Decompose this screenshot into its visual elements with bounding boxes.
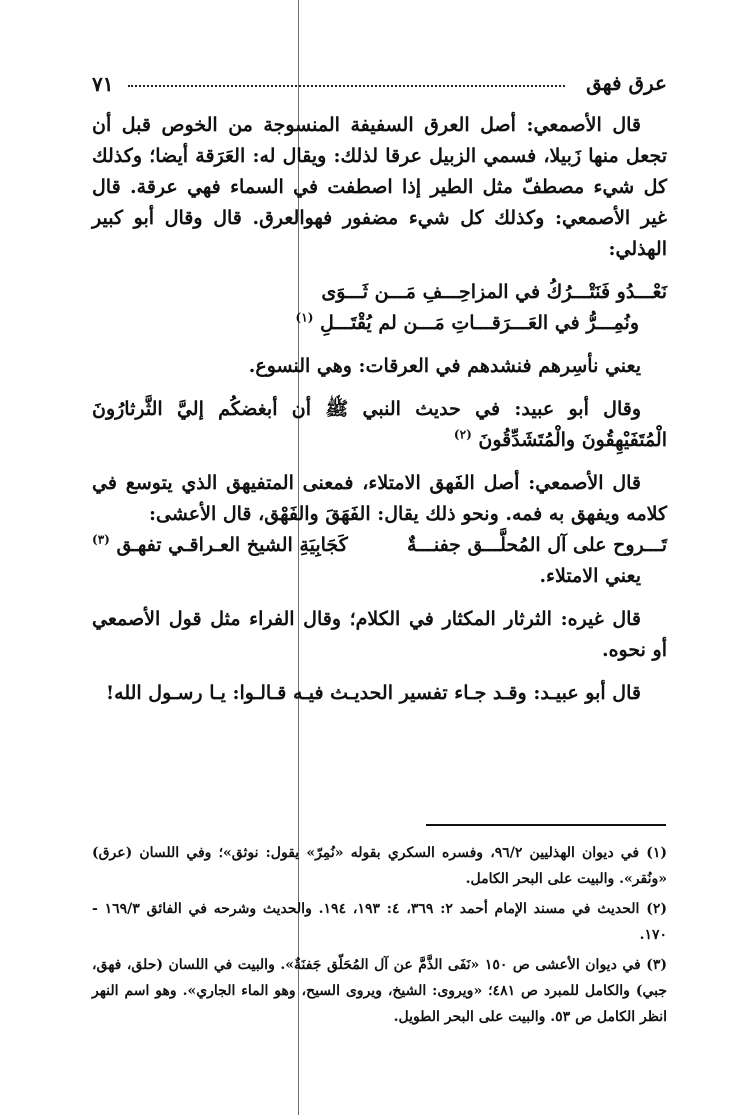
spacer [92, 456, 667, 468]
header-dotted-rule [128, 85, 565, 87]
paragraph-asmai-origin: قال الأصمعي: أصل العرق السفيفة المنسوجة من الخوص قبل أن تجعل منها زَبيلا، فسمي الزبيل عرقا لذلك: ويقال له: العَرَقة أيضا؛ وكذلك كل شيء مصطفّ مثل الطير إذا اصطفت في السماء فهي عرقة. قال غير الأصمعي: وكذلك كل شيء مضفور فهوالعرق. قال وقال أبو كبير الهذلي: [92, 114, 667, 260]
footnote-separator [426, 824, 666, 826]
footnote-ref-2: (٢) [453, 427, 472, 442]
spacer [92, 592, 667, 604]
main-text [92, 110, 667, 709]
verse-hudhali-second-hemistich [92, 308, 667, 339]
verse-asha-left-group [92, 530, 348, 561]
page-header [92, 64, 667, 98]
paragraph-tharthar: قال غيره: الثرثار المكثار في الكلام؛ وقال الفراء مثل قول الأصمعي أو نحوه. [92, 608, 667, 661]
footnotes [92, 840, 667, 1034]
running-title: عرق فهق [586, 71, 667, 95]
verse-asha-right-hemistich: تَـــروح على آل المُحلَّـــق جفنـــةٌ [406, 534, 667, 556]
page-number: ٧١ [92, 72, 114, 96]
spacer [92, 339, 667, 351]
verse-asha-left-hemistich: كَجَابِيَةِ الشيخ العـراقـي تفهـق [116, 534, 348, 556]
footnote-ref-3: (٣) [92, 532, 110, 547]
paragraph-meaning: يعني نأسِرهم فنشدهم في العرقات: وهي النسوع. [248, 355, 641, 377]
verse-hudhali-second-text: ونُمِـــرُّ في العَـــرَقـــاتِ مَـــن لم يُقْتَـــلِ [320, 312, 639, 334]
footnote-3: (٣) في ديوان الأعشى ص ١٥٠ «نَفَى الذَّمَّ عن آل المُحَلّق جَفنَةٌ». والبيت في اللسان (حلق، فهق، جبي) والكامل للمبرد ص ٤٨١؛ «ويروى: الشيخ، ويروى السيح، وهو الماء الجاري». وهو اسم النهر انظر الكامل ص ٥٣. والبيت على البحر الطويل. [92, 957, 667, 1025]
paragraph-imtila: يعني الامتلاء. [539, 565, 641, 587]
footnote-1: (١) في ديوان الهذليين ٩٦/٢، وفسره السكري بقوله «نُمِرّ» يقول: نوثق»؛ وفي اللسان (عرق) «ونُقر». والبيت على البحر الكامل. [92, 845, 667, 887]
hadith-text: وقال أبو عبيد: في حديث النبي ﷺ أن أبغضكُم إليَّ الثَّرثارُونَ الْمُتَفَيْهِقُونَ والْمُتَشَدِّقُونَ [92, 398, 667, 451]
footnote-2: (٢) الحديث في مسند الإمام أحمد ٢: ٣٦٩، ٤: ١٩٣، ١٩٤. والحديث وشرحه في الفائق ١٦٩/٣ - ١٧٠. [92, 901, 667, 943]
verse-asha [92, 530, 667, 561]
verse-hudhali-first-hemistich: نَعْـــدُو فَنَتْـــرُكُ في المزاحِـــفِ مَـــن ثَـــوَى [321, 281, 667, 303]
paragraph-abu-ubaid: قال أبو عبيـد: وقـد جـاء تفسير الحديـث فيـه قـالـوا: يـا رسـول الله! [105, 682, 641, 704]
spacer [92, 265, 667, 277]
footnote-ref-1: (١) [295, 310, 314, 325]
paragraph-fahq: قال الأصمعي: أصل الفَهق الامتلاء، فمعنى المتفيهق الذي يتوسع في كلامه ويفهق به فمه. ونحو ذلك يقال: الفَهَقَ والفَهْق، قال الأعشى: [92, 472, 667, 525]
paragraph-hadith [92, 394, 667, 456]
spacer [92, 382, 667, 394]
spacer [92, 666, 667, 678]
